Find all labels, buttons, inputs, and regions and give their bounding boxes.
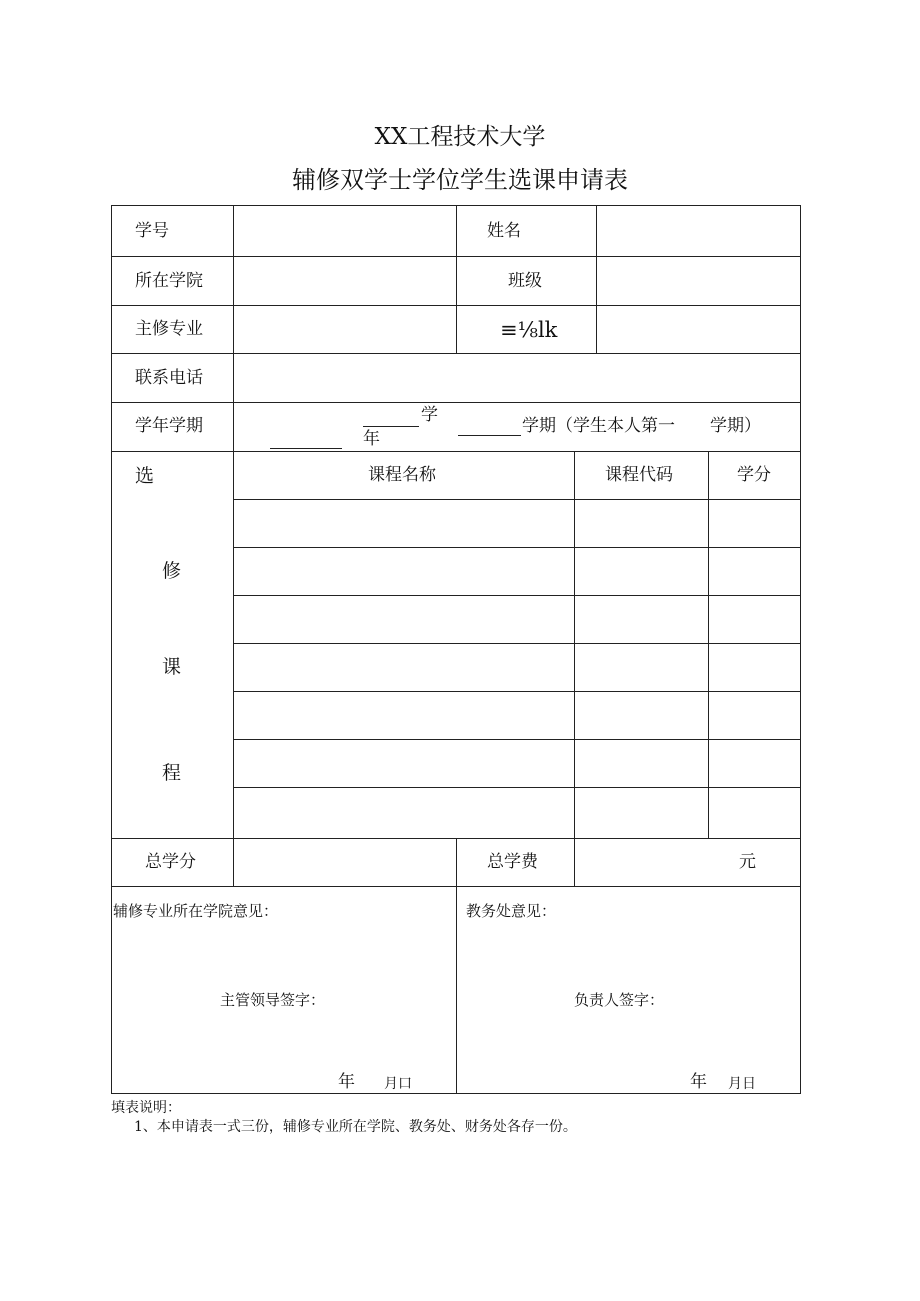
right-year-label: 年	[690, 1072, 707, 1092]
university-title: XX工程技术大学	[374, 124, 546, 150]
total-fee-label: 总学费	[487, 852, 538, 872]
semester-nian: 年	[363, 429, 380, 449]
semester-label: 学年学期	[135, 416, 203, 436]
course-code-header: 课程代码	[605, 465, 673, 485]
student-id-label: 学号	[135, 221, 169, 241]
college-label: 所在学院	[135, 271, 203, 291]
academic-affairs-opinion-title: 教务处意见：	[466, 902, 557, 920]
class-label: 班级	[508, 271, 542, 291]
semester-end: 学期）	[710, 416, 761, 436]
semester-xue: 学	[421, 405, 438, 425]
responsible-sign-label: 负责人签字：	[574, 991, 665, 1009]
course-name-header: 课程名称	[368, 465, 436, 485]
garbled-label: ≡⅛lk	[500, 318, 558, 342]
major-label: 主修专业	[135, 319, 203, 339]
side-label-cheng: 程	[162, 762, 182, 784]
semester-rest: 学期（学生本人第一	[522, 416, 675, 436]
left-year-label: 年	[338, 1072, 355, 1092]
side-label-xiu: 修	[162, 560, 182, 582]
name-label: 姓名	[487, 221, 521, 241]
year-underline	[363, 412, 419, 427]
credit-header: 学分	[737, 465, 771, 485]
term-underline	[458, 421, 521, 436]
total-credits-label: 总学分	[145, 852, 196, 872]
side-label-xuan: 选	[135, 465, 155, 487]
year2-underline	[270, 434, 342, 449]
notes-item-1: 1、本申请表一式三份，辅修专业所在学院、教务处、财务处各存一份。	[134, 1119, 577, 1135]
left-monthday-label: 月口	[384, 1076, 412, 1092]
side-label-ke: 课	[162, 656, 182, 678]
form-title: 辅修双学士学位学生选课申请表	[292, 166, 628, 194]
college-opinion-title: 辅修专业所在学院意见：	[113, 902, 279, 920]
leader-sign-label: 主管领导签字：	[220, 991, 326, 1009]
yuan-label: 元	[739, 852, 756, 872]
phone-label: 联系电话	[135, 368, 203, 388]
right-monthday-label: 月日	[728, 1076, 756, 1092]
notes-title: 填表说明：	[111, 1100, 181, 1116]
